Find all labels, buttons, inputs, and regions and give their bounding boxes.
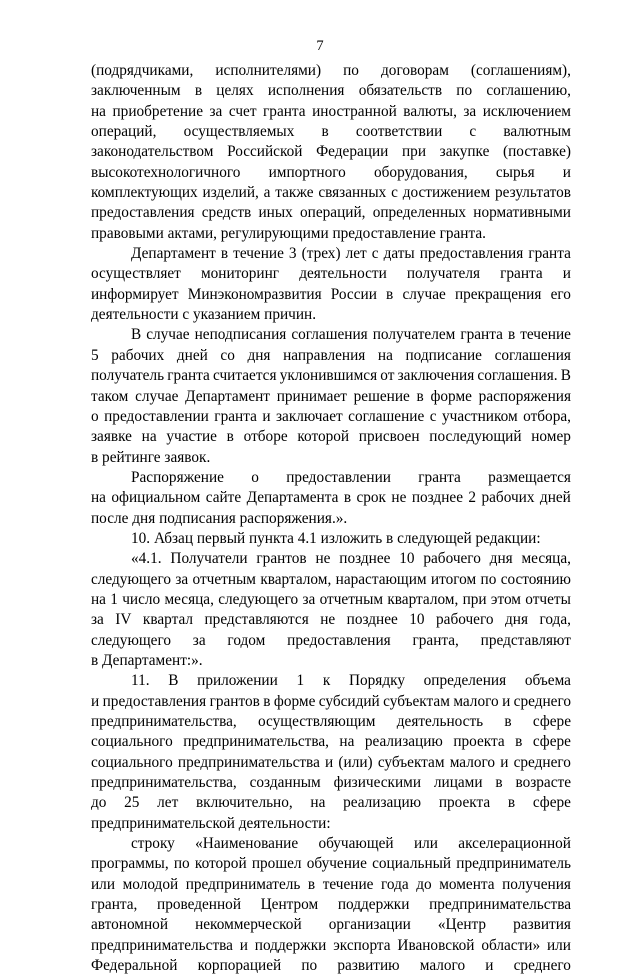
text-line: заявке на участие в отборе которой присвоен последующий номер	[91, 428, 571, 446]
text-line: предпринимательства, осуществляющим деятельность в сфере	[91, 713, 571, 730]
text-line: или молодой предприниматель в течение года до момента получения	[91, 875, 571, 893]
text-line: таком случае Департамент принимает решение в форме распоряжения	[91, 387, 571, 405]
text-line: на приобретение за счет гранта иностранной валюты, за исключением	[91, 102, 571, 120]
text-line: программы, по которой прошел обучение социальный предприниматель	[91, 855, 571, 873]
text-line: предоставления средств иных операций, определенных нормативными	[91, 204, 571, 222]
text-line: строку «Наименование обучающей или акселерационной	[131, 835, 571, 853]
text-line: комплектующих изделий, а также связанных с достижением результатов	[91, 184, 571, 202]
document-body	[91, 61, 571, 976]
text-line: высокотехнологичного импортного оборудования, сырья и	[91, 163, 571, 181]
text-line: в рейтинге заявок.	[91, 448, 211, 466]
text-line: предпринимательства, созданным физическими лицами в возрасте	[91, 774, 571, 792]
page-number: 7	[316, 38, 324, 54]
text-line: предпринимательства и поддержки экспорта Ивановской области» или	[91, 936, 571, 954]
text-line: социального предпринимательства и (или) субъектам малого и среднего	[91, 753, 571, 771]
text-line: о предоставлении гранта и заключает соглашение с участником отбора,	[91, 407, 571, 425]
text-line: правовыми актами, регулирующими предоставление гранта.	[91, 224, 486, 242]
text-line: 10. Абзац первый пункта 4.1 изложить в следующей редакции:	[131, 529, 541, 547]
text-line: законодательством Российской Федерации при закупке (поставке)	[91, 143, 571, 161]
text-line: информирует Минэкономразвития России в случае прекращения его	[91, 285, 571, 303]
text-line: следующего за годом предоставления гранта, представляют	[91, 631, 571, 649]
text-line: гранта, проведенной Центром поддержки предпринимательства	[91, 896, 571, 914]
text-line: Департамент в течение 3 (трех) лет с даты предоставления гранта	[131, 245, 571, 263]
text-line: осуществляет мониторинг деятельности получателя гранта и	[91, 265, 571, 283]
text-line: после дня подписания распоряжения.».	[91, 509, 348, 527]
text-line: получатель гранта считается уклонившимся от заключения соглашения. В	[91, 367, 571, 385]
text-line: 11. В приложении 1 к Порядку определения объема	[131, 672, 571, 690]
text-line: и предоставления грантов в форме субсидий субъектам малого и среднего	[91, 692, 571, 710]
text-line: следующего за отчетным кварталом, нарастающим итогом по состоянию	[91, 570, 571, 588]
text-line: «4.1. Получатели грантов не позднее 10 рабочего дня месяца,	[131, 550, 571, 568]
text-line: в Департамент:».	[91, 651, 203, 669]
text-line: на 1 число месяца, следующего за отчетным кварталом, при этом отчеты	[91, 590, 571, 608]
text-line: предпринимательской деятельности:	[91, 814, 331, 832]
text-line: автономной некоммерческой организации «Центр развития	[91, 916, 571, 934]
text-line: операций, осуществляемых в соответствии с валютным	[91, 123, 571, 141]
text-line: В случае неподписания соглашения получателем гранта в течение	[131, 326, 571, 344]
text-line: за IV квартал представляются не позднее 10 рабочего дня года,	[91, 611, 571, 629]
text-line: Федеральной корпорацией по развитию малого и среднего	[91, 957, 571, 975]
text-line: социального предпринимательства, на реализацию проекта в сфере	[91, 733, 571, 751]
text-line: деятельности с указанием причин.	[91, 306, 317, 324]
text-line: 5 рабочих дней со дня направления на подписание соглашения	[91, 346, 571, 364]
text-line: Распоряжение о предоставлении гранта размещается	[131, 468, 571, 486]
text-line: заключенным в целях исполнения обязательств по соглашению,	[91, 82, 571, 100]
text-line: (подрядчиками, исполнителями) по договорам (соглашениям),	[91, 62, 571, 79]
text-line: до 25 лет включительно, на реализацию проекта в сфере	[91, 794, 571, 812]
text-line: на официальном сайте Департамента в срок не позднее 2 рабочих дней	[91, 489, 571, 507]
